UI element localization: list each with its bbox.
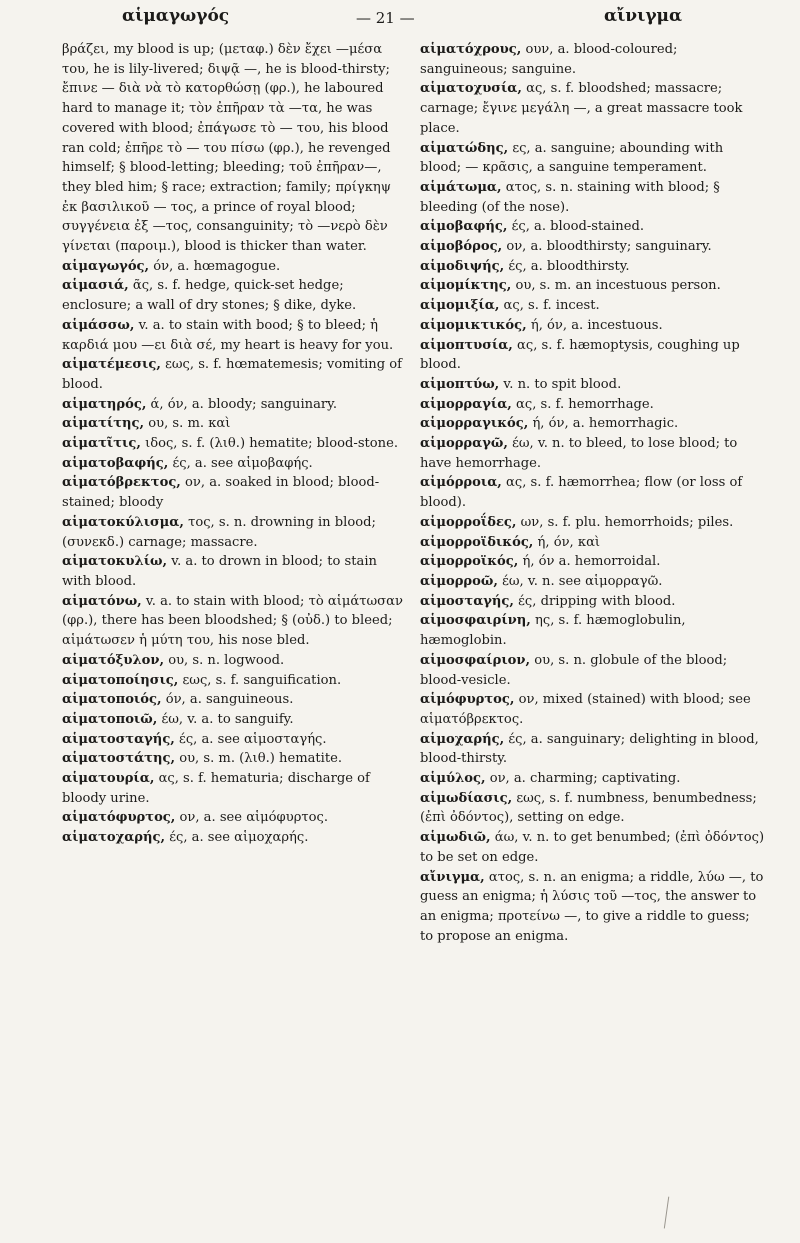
entry-definition: έω, v. a. to sanguify. <box>161 711 294 727</box>
dictionary-entry <box>62 276 407 315</box>
entry-headword: αἱματοσταγής, <box>62 731 175 747</box>
dictionary-entry <box>62 710 407 730</box>
dictionary-entry <box>420 178 765 217</box>
entry-definition: ουν, a. blood-coloured; sanguineous; sanguine. <box>420 42 678 77</box>
dictionary-entry <box>62 355 407 394</box>
entry-definition: ατος, s. n. staining with blood; § bleeding (of the nose). <box>420 179 720 215</box>
dictionary-entry <box>420 296 765 316</box>
entry-headword: αἱμοσταγής, <box>420 593 514 609</box>
dictionary-entry <box>420 533 765 553</box>
entry-headword: αἱμορραγῶ, <box>420 436 508 452</box>
dictionary-entry <box>420 237 765 257</box>
dictionary-entry <box>62 730 407 750</box>
entry-definition: ές, a. see αἱμοβαφής. <box>172 455 313 471</box>
entry-definition: ές, a. see αἱμοχαρής. <box>169 830 309 846</box>
entry-headword: αἱμοβόρος, <box>420 239 503 255</box>
dictionary-entry <box>62 40 407 257</box>
dictionary-entry <box>420 611 765 650</box>
entry-headword: αἱμοδιψής, <box>420 258 505 274</box>
dictionary-entry <box>420 473 765 512</box>
entry-headword: αἱμορροῶ, <box>420 573 498 589</box>
entry-headword: αἱμοσφαίριον, <box>420 652 531 668</box>
entry-headword: αἱμαγωγός, <box>62 258 150 274</box>
entry-headword: αἱματῖτις, <box>62 436 141 452</box>
entry-headword: αἱμορραγία, <box>420 396 512 412</box>
entry-definition: ου, s. n. globule of the blood; blood-vesicle. <box>420 652 728 688</box>
entry-definition: ες, a. sanguine; abounding with blood; — κρᾶσις, a sanguine temperament. <box>420 140 724 176</box>
entry-headword: αἱμάτωμα, <box>420 179 502 195</box>
dictionary-entry <box>420 139 765 178</box>
entry-headword: αἱματοποιῶ, <box>62 711 158 727</box>
dictionary-entry <box>62 473 407 512</box>
entry-definition: ας, s. f. incest. <box>503 298 600 314</box>
entry-definition: v. n. to spit blood. <box>503 376 622 392</box>
entry-headword: αἱμορροϊδικός, <box>420 534 534 550</box>
entry-definition: ον, a. bloodthirsty; sanguinary. <box>506 239 712 255</box>
entry-headword: αἱμάσσω, <box>62 317 135 333</box>
dictionary-entry <box>62 257 407 277</box>
entry-headword: αἱμόρροια, <box>420 475 502 491</box>
entry-headword: αἱμομίκτης, <box>420 278 512 294</box>
dictionary-entry <box>62 828 407 848</box>
entry-headword: αἱματοποίησις, <box>62 672 179 688</box>
entry-headword: αἱματόβρεκτος, <box>62 475 181 491</box>
dictionary-entry <box>420 592 765 612</box>
entry-definition: ου, s. n. logwood. <box>168 652 285 668</box>
dictionary-entry <box>62 552 407 591</box>
entry-headword: αἱματοκύλισμα, <box>62 514 184 530</box>
left-guide-word: αἱμαγωγός <box>122 6 230 26</box>
dictionary-entry <box>420 513 765 533</box>
entry-definition: ου, s. m. an incestuous person. <box>515 278 721 294</box>
dictionary-entry <box>62 395 407 415</box>
pencil-mark <box>664 1197 675 1230</box>
entry-headword: αἴνιγμα, <box>420 869 485 885</box>
entry-definition: ιδος, s. f. (λιθ.) hematite; blood-stone. <box>145 436 399 452</box>
dictionary-entry <box>420 395 765 415</box>
page-number: — 21 — <box>356 9 415 27</box>
entry-headword: αἱματόχρους, <box>420 42 522 57</box>
entry-headword: αἱμοβαφής, <box>420 219 508 235</box>
entry-headword: αἱμωδίασις, <box>420 790 513 806</box>
entry-definition: εως, s. f. hœmatemesis; vomiting of blood. <box>62 357 402 392</box>
dictionary-entry <box>62 690 407 710</box>
entry-definition: ή, όν, καὶ <box>537 534 601 550</box>
entry-headword: αἱμοπτύω, <box>420 376 500 392</box>
dictionary-entry <box>420 730 765 769</box>
dictionary-entry <box>420 552 765 572</box>
dictionary-entry <box>420 217 765 237</box>
entry-definition: ές, a. bloodthirsty. <box>508 258 630 274</box>
entry-headword: αἱματόξυλον, <box>62 652 165 668</box>
entry-headword: αἱματοβαφής, <box>62 455 169 471</box>
entry-headword: αἱματώδης, <box>420 140 509 156</box>
entry-headword: αἱματουρία, <box>62 771 155 787</box>
entry-definition: βράζει, my blood is up; (μεταφ.) δὲν ἔχει —μέσα του, he is lily-livered; διψᾷ —, he is blood-thirsty; ἔπινε — διὰ νὰ τὸ κατορθώσῃ (φρ.), he laboured hard to manage it; τὸν ἐπῆραν τὰ —τα, he was covered with blood; ἐπάγωσε τὸ — του, his blood ran cold; ἐπῆρε τὸ — του πίσω (φρ.), he revenged himself; § blood-letting; bleeding; τοῦ ἐπῆραν—, they bled him; § race; extraction; family; πρίγκηψ ἐκ βασιλικοῦ — τος, a prince of royal blood; συγγένεια ἐξ —τος, consanguinity; τὸ —νερὸ δὲν γίνεται (παροιμ.), blood is thicker than water. <box>62 42 392 255</box>
dictionary-entry <box>420 769 765 789</box>
dictionary-entry <box>62 769 407 808</box>
entry-headword: αἱμύλος, <box>420 771 486 787</box>
dictionary-entry <box>420 414 765 434</box>
entry-definition: ές, a. blood-stained. <box>511 219 644 235</box>
entry-headword: αἱματόφυρτος, <box>62 810 176 826</box>
dictionary-entry <box>62 316 407 355</box>
entry-definition: άω, v. n. to get benumbed; (ἐπὶ ὀδόντος) to be set on edge. <box>420 830 765 865</box>
entry-definition: ά, όν, a. bloody; sanguinary. <box>150 396 337 412</box>
dictionary-entry <box>420 316 765 336</box>
entry-headword: αἱμομιξία, <box>420 298 500 314</box>
entry-definition: ή, όν a. hemorroidal. <box>522 554 661 570</box>
entry-headword: αἱμορροΐδες, <box>420 514 517 530</box>
dictionary-entry <box>62 513 407 552</box>
entry-headword: αἱματέμεσις, <box>62 357 161 373</box>
entry-definition: ου, s. m. καὶ <box>148 416 231 432</box>
entry-definition: ή, όν, a. hemorrhagic. <box>532 416 679 432</box>
entry-definition: ων, s. f. plu. hemorrhoids; piles. <box>520 514 734 530</box>
dictionary-entry <box>420 79 765 138</box>
dictionary-entry <box>62 651 407 671</box>
entry-definition: ον, a. soaked in blood; blood-stained; bloody <box>62 475 380 511</box>
entry-headword: αἱματοκυλίω, <box>62 554 168 570</box>
entry-headword: αἱμορροϊκός, <box>420 554 519 570</box>
entry-headword: αἱματοποιός, <box>62 692 162 708</box>
dictionary-entry <box>62 434 407 454</box>
entry-definition: ή, όν, a. incestuous. <box>530 317 663 333</box>
entry-definition: ας, s. f. hæmorrhea; flow (or loss of blood). <box>420 475 743 511</box>
page-header <box>0 0 800 40</box>
entry-headword: αἱμασιά, <box>62 278 129 294</box>
entry-definition: εως, s. f. sanguification. <box>182 672 342 688</box>
entry-headword: αἱμομικτικός, <box>420 317 527 333</box>
entry-definition: ές, dripping with blood. <box>518 593 676 609</box>
dictionary-entry <box>420 276 765 296</box>
entry-definition: έω, v. n. see αἱμορραγῶ. <box>502 573 663 589</box>
entry-definition: ές, a. sanguinary; delighting in blood, blood-thirsty. <box>420 731 759 767</box>
entry-definition: ης, s. f. hæmoglobulin, hæmoglobin. <box>420 613 686 649</box>
entry-definition: ου, s. m. (λιθ.) hematite. <box>179 751 343 767</box>
entry-headword: αἱμοπτυσία, <box>420 337 513 353</box>
dictionary-entry <box>420 434 765 473</box>
entry-definition: όν, a. hœmagogue. <box>153 258 281 274</box>
entry-definition: v. a. to drown in blood; to stain with blood. <box>62 554 377 589</box>
dictionary-entry <box>62 592 407 651</box>
dictionary-entry <box>420 336 765 375</box>
entry-headword: αἱματηρός, <box>62 396 147 412</box>
dictionary-entry <box>62 808 407 828</box>
dictionary-entry <box>420 651 765 690</box>
entry-headword: αἱματοστάτης, <box>62 751 176 767</box>
dictionary-entry <box>420 572 765 592</box>
entry-definition: τος, s. n. drowning in blood; (συνεκδ.) carnage; massacre. <box>62 514 376 550</box>
dictionary-entry <box>62 749 407 769</box>
dictionary-entry <box>420 690 765 729</box>
entry-definition: ον, a. see αἱμόφυρτος. <box>179 810 329 826</box>
entry-headword: αἱματίτης, <box>62 416 145 432</box>
dictionary-entry <box>62 671 407 691</box>
right-column <box>420 40 765 946</box>
entry-headword: αἱματοχαρής, <box>62 830 166 846</box>
dictionary-entry <box>62 454 407 474</box>
entry-definition: ας, s. f. hæmoptysis, coughing up blood. <box>420 337 740 373</box>
entry-headword: αἱμόφυρτος, <box>420 692 515 708</box>
entry-definition: ᾶς, s. f. hedge, quick-set hedge; enclosure; a wall of dry stones; § dike, dyke. <box>62 278 357 314</box>
dictionary-entry <box>420 789 765 828</box>
dictionary-entry <box>420 828 765 867</box>
entry-definition: όν, a. sanguineous. <box>165 692 294 708</box>
entry-definition: ές, a. see αἱμοσταγής. <box>179 731 327 747</box>
dictionary-entry <box>420 257 765 277</box>
entry-headword: αἱμωδιῶ, <box>420 830 491 846</box>
dictionary-entry <box>420 868 765 947</box>
entry-definition: έω, v. n. to bleed, to lose blood; to have hemorrhage. <box>420 436 738 471</box>
entry-definition: ον, mixed (stained) with blood; see αἱματόβρεκτος. <box>420 692 751 727</box>
entry-headword: αἱμορραγικός, <box>420 416 529 432</box>
entry-headword: αἱμοσφαιρίνη, <box>420 613 531 629</box>
dictionary-entry <box>420 375 765 395</box>
entry-definition: ον, a. charming; captivating. <box>489 771 681 787</box>
entry-definition: v. a. to stain with bood; § to bleed; ἡ καρδιά μου —ει διὰ σέ, my heart is heavy for you. <box>62 317 394 353</box>
entry-definition: ας, s. f. bloodshed; massacre; carnage; ἔγινε μεγάλη —, a great massacre took place. <box>420 81 743 136</box>
entry-headword: αἱματόνω, <box>62 593 142 609</box>
dictionary-entry <box>62 414 407 434</box>
left-column <box>62 40 407 848</box>
entry-definition: ατος, s. n. an enigma; a riddle, λύω —, to guess an enigma; ἡ λύσις τοῦ —τος, the answer to an enigma; προτείνω —, to give a riddle to guess; to propose an enigma. <box>420 869 764 944</box>
entry-definition: v. a. to stain with blood; τὸ αἱμάτωσαν (φρ.), there has been bloodshed; § (οὐδ.) to bleed; αἱμάτωσεν ἡ μύτη του, his nose bled. <box>62 593 403 649</box>
entry-definition: ας, s. f. hematuria; discharge of bloody urine. <box>62 771 370 806</box>
right-guide-word: αἴνιγμα <box>604 6 683 26</box>
entry-headword: αἱμοχαρής, <box>420 731 505 747</box>
entry-definition: εως, s. f. numbness, benumbedness; (ἐπὶ ὀδόντος), setting on edge. <box>420 790 757 826</box>
dictionary-entry <box>420 40 765 79</box>
entry-definition: ας, s. f. hemorrhage. <box>516 396 654 412</box>
entry-headword: αἱματοχυσία, <box>420 81 522 97</box>
